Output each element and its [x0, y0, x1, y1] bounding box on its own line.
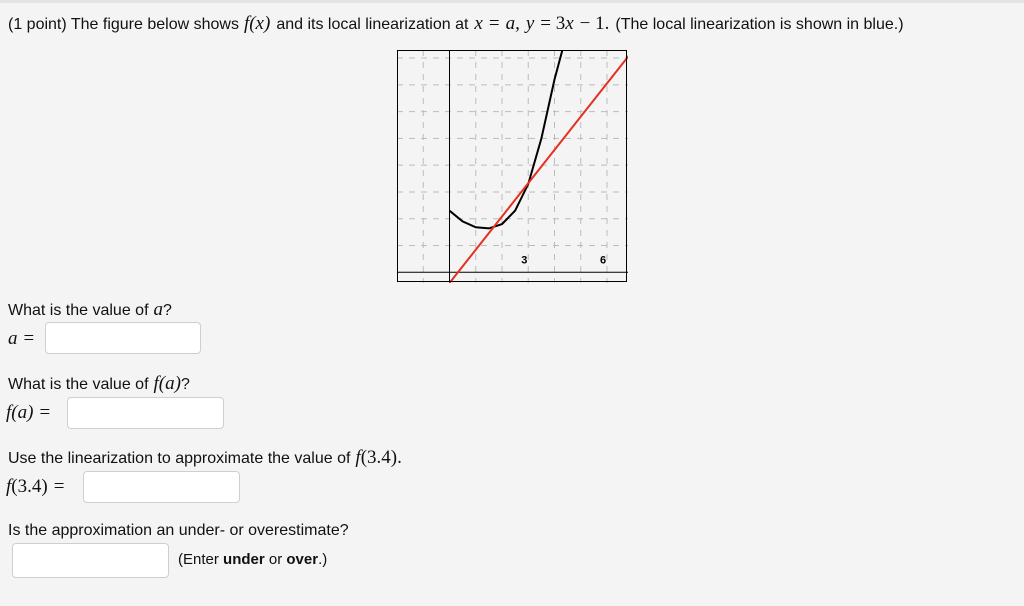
hint-open: (Enter [178, 551, 219, 568]
question-estimate [8, 522, 349, 540]
q4-text: Is the approximation an under- or overestimate? [8, 522, 349, 539]
f34-label-arg: (3.4) [11, 476, 48, 497]
fa-label-arg: (a) [11, 402, 34, 423]
q3-var: f [355, 447, 361, 468]
q1-text: What is the value of [8, 302, 149, 319]
f34-label-f: f [6, 476, 12, 497]
q1-end: ? [163, 302, 172, 319]
a-label-eq: = [23, 328, 35, 349]
x-tick-label: 3 [521, 254, 528, 267]
approx-answer-input[interactable] [83, 471, 240, 503]
q3-text: Use the linearization to approximate the value of [8, 450, 351, 467]
intro-x-paren: (x) [249, 13, 271, 34]
q3-paren: (3.4). [360, 447, 402, 468]
question-fa [8, 373, 190, 395]
a-answer-input[interactable] [45, 322, 201, 354]
intro-points-text: (1 point) The figure below shows [8, 16, 239, 33]
intro-mid-text: and its local linearization at [276, 16, 469, 33]
q2-text: What is the value of [8, 376, 149, 393]
a-label-var: a [8, 328, 18, 349]
fa-label-f: f [6, 402, 12, 423]
intro-eq2: = 3 [540, 13, 566, 34]
top-border [0, 0, 1024, 3]
q2-var: f [153, 373, 159, 394]
intro-f-symbol: f [243, 13, 250, 34]
fa-label-eq: = [39, 402, 51, 423]
intro-cond-a: a, [505, 13, 520, 34]
hint-close: .) [318, 551, 328, 568]
hint-under: under [223, 551, 265, 568]
graph-tick-labels [521, 254, 606, 266]
intro-tail-text: (The local linearization is shown in blue.) [615, 16, 904, 33]
fa-label [6, 402, 50, 424]
q1-var: a [153, 299, 164, 320]
intro-cond-y: y [525, 13, 535, 34]
intro-cond-x: x [474, 13, 483, 34]
x-tick-label: 6 [599, 254, 607, 267]
q2-end: ? [180, 376, 190, 393]
linearization-graph [397, 50, 628, 283]
graph-grid [397, 50, 628, 283]
hint-or: or [268, 551, 283, 568]
intro-expr-end: − 1. [579, 13, 610, 34]
problem-statement [8, 13, 904, 35]
question-a [8, 299, 172, 321]
hint-over: over [286, 551, 319, 568]
estimate-answer-input[interactable] [12, 543, 169, 578]
f34-label [6, 476, 64, 498]
fa-answer-input[interactable] [67, 397, 224, 429]
intro-expr-x: x [565, 13, 574, 34]
intro-eq1: = [488, 13, 500, 34]
a-label [8, 328, 34, 350]
question-approx [8, 447, 402, 469]
f34-label-eq: = [53, 476, 65, 497]
q2-paren: (a) [158, 373, 181, 394]
estimate-hint [178, 551, 327, 568]
function-curve [450, 50, 563, 228]
